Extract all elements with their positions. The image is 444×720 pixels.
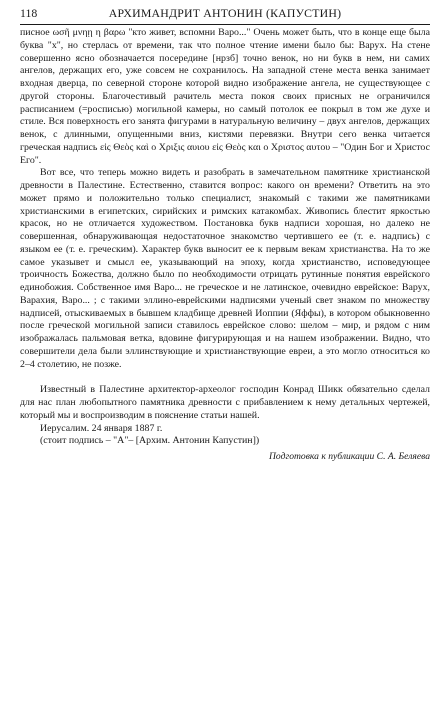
paragraph-2: Вот все, что теперь можно видеть и разобрать в замечательном памятнике христианской древности в Палестине. Естественно, ставится вопрос: какого он времени? Ответить на это может прямо и положительно только специалист, знакомый с такими же памятниками христианскими в египетских, сирийских и римских катакомбах. Живопись блестит яркостью красок, но не отличается художеством. Постановка букв надписи хорошая, но далеко не совершенная, обнаруживающая недостаточное знакомство чертившего ее (т. е. надпись) с языком ее (т. е. греческим). Характер букв выносит ее к первым векам христианства. На то же самое указывет и смысл ее, указывающий на эпоху, когда христианство, исповедующее троичность Божества, должно было по необходимости отрицать рутинные понятия еврейского единобожия. Собственное имя Варо... не греческое и не латинское, очевидно еврейское: Варух, Варахия, Варо... ; с такими эллино-еврейскими надписями ученый свет знаком по множеству надписей, отыскиваемых в бывшем кладбище древней Иоппии (Яффы), в котором обыкновенно после греческой могильной записи ставилось еврейское слово: шелом – мир, и рядом с ним изображалась пальмовая ветка, вдовине фигурирующая и на нашем изображении. Видно, что совершители дела были эллинствующие и христианствующие евреи, а это могло относиться ко 2–4 столетию, не позже. [20, 167, 430, 370]
article-body [20, 27, 430, 464]
header-rule [20, 24, 430, 25]
date-line: Иерусалим. 24 января 1887 г. [40, 422, 163, 434]
publication-credit: Подготовка к публикации С. А. Беляева [269, 451, 430, 462]
page-number: 118 [20, 6, 38, 20]
running-title: АРХИМАНДРИТ АНТОНИН (КАПУСТИН) [108, 6, 342, 20]
paragraph-1: писное ωσῆ μνηῃ η βαρω "кто живет, вспомни Варо..." Очень может быть, что в конце еще была буква "х", но стерлась от времени, так что полное чтение имени было бы: Варух. На стене совершенно ясно обозначается посередине [нрзб] точно венок, но ни букв в нем, ни самих ангелов, держащих его, уже совсем не сохранилось. На западной стене места венка занимает входная дверца, по северной стороне которой видно изображение ангела, не существующее с другой стороны. Благочестивый рачитель места покоя своих присных не ограничился расписанием (=росписью) могильной камеры, но самый потолок ее покрыл в том же духе и стиле. Вся поверхность его занята фигурами в натуральную величину – двух ангелов, держащих венок, с длинными, опущенными вниз, кистями перевязки. Внутри сего венка читается греческая надпись εἰς Θεὸς καὶ ο Χριξις αυιου εἰς Θεὸς και ο Χριστος αυτου – "Один Бог и Христос Его". [20, 27, 430, 166]
signature-note: (стоит подпись – "А"– [Архим. Антонин Капустин]) [40, 435, 260, 447]
page-header [20, 4, 430, 22]
paragraph-3: Известный в Палестине архитектор-археолог господин Конрад Шикк обязательно сделал для нас план любопытного памятника древности с прибавлением к нему детальных чертежей, который мы и воспроизводим в пояснение статьи нашей. [20, 384, 430, 421]
